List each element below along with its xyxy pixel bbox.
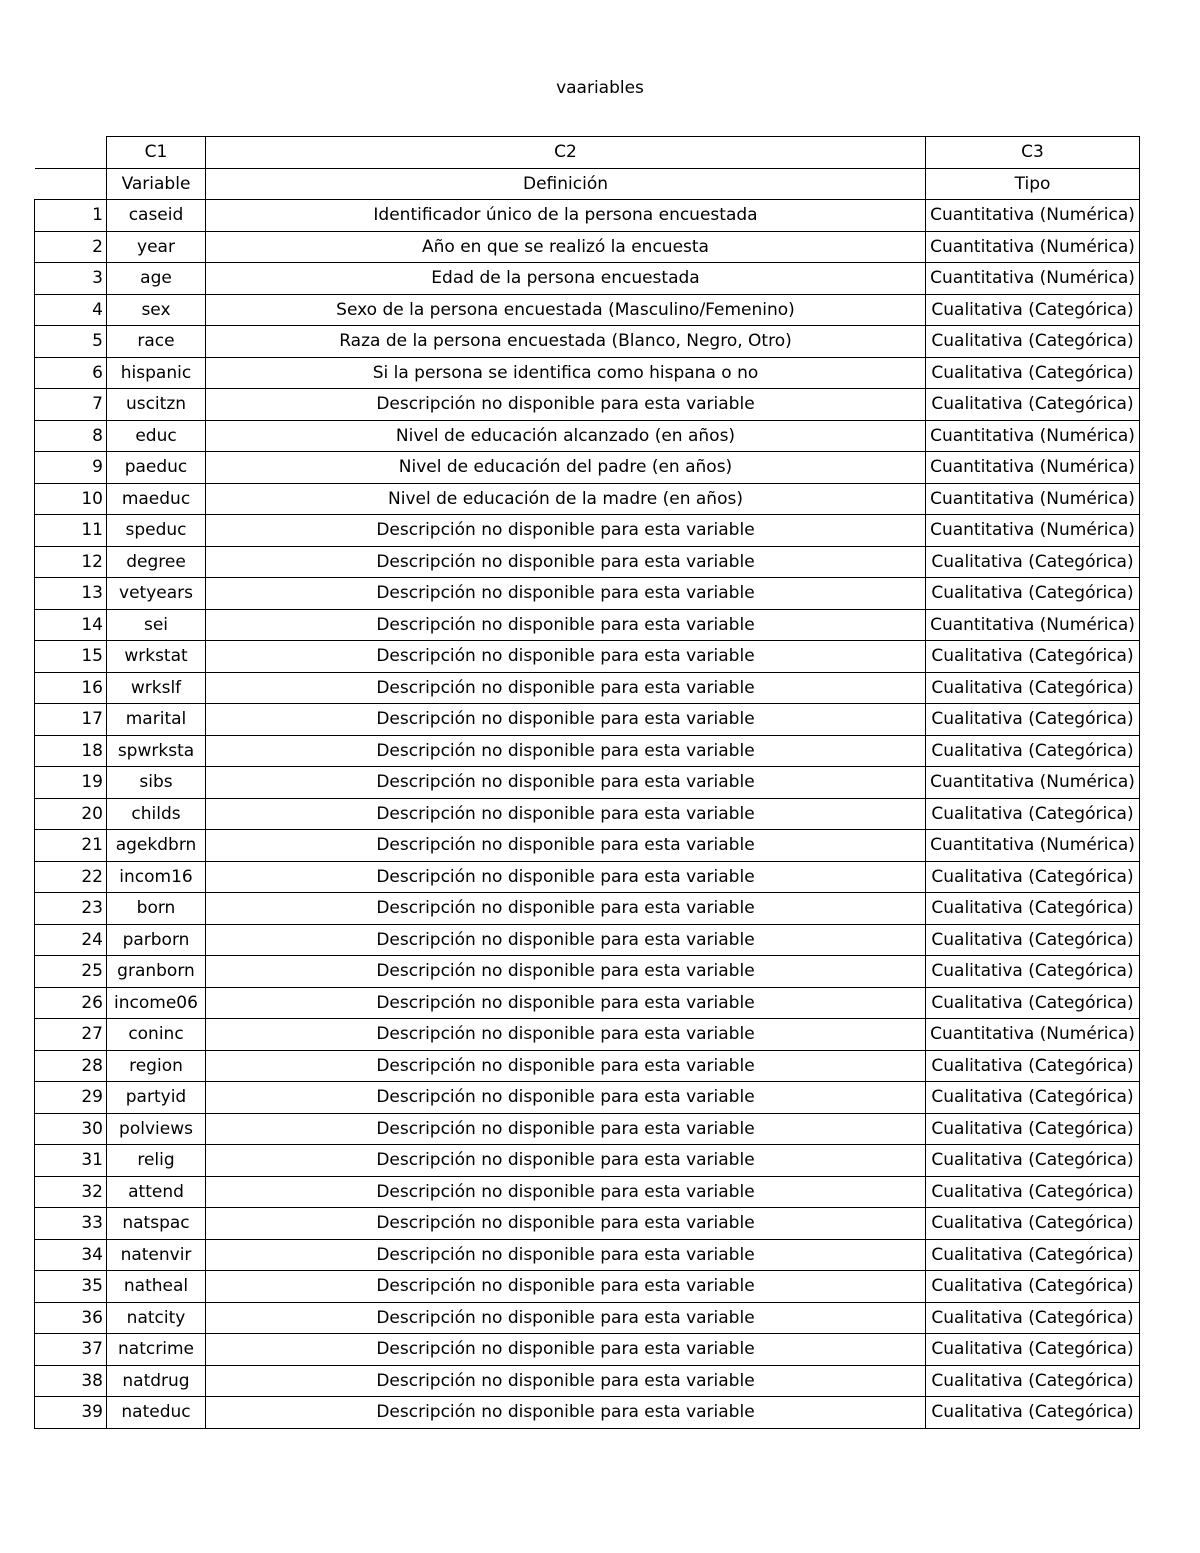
row-number: 2	[35, 231, 107, 263]
variable-cell: natdrug	[107, 1365, 206, 1397]
row-number: 37	[35, 1334, 107, 1366]
row-number: 30	[35, 1113, 107, 1145]
tipo-cell: Cualitativa (Categórica)	[926, 389, 1140, 421]
variables-table-body	[35, 137, 1140, 1429]
definicion-cell: Nivel de educación del padre (en años)	[206, 452, 926, 484]
definicion-cell: Descripción no disponible para esta variable	[206, 1239, 926, 1271]
row-number: 17	[35, 704, 107, 736]
table-row	[35, 1082, 1140, 1114]
definicion-cell: Descripción no disponible para esta variable	[206, 1334, 926, 1366]
table-row	[35, 326, 1140, 358]
variable-cell: agekdbrn	[107, 830, 206, 862]
table-row	[35, 956, 1140, 988]
row-number: 39	[35, 1397, 107, 1429]
row-number: 12	[35, 546, 107, 578]
definicion-cell: Descripción no disponible para esta variable	[206, 389, 926, 421]
table-row	[35, 735, 1140, 767]
variable-cell: spwrksta	[107, 735, 206, 767]
variable-cell: wrkslf	[107, 672, 206, 704]
table-row	[35, 767, 1140, 799]
column-name-variable: Variable	[107, 168, 206, 200]
table-row	[35, 1019, 1140, 1051]
definicion-cell: Descripción no disponible para esta variable	[206, 1302, 926, 1334]
definicion-cell: Descripción no disponible para esta variable	[206, 1113, 926, 1145]
variable-cell: polviews	[107, 1113, 206, 1145]
row-number: 18	[35, 735, 107, 767]
definicion-cell: Descripción no disponible para esta variable	[206, 1365, 926, 1397]
definicion-cell: Descripción no disponible para esta variable	[206, 987, 926, 1019]
tipo-cell: Cuantitativa (Numérica)	[926, 483, 1140, 515]
tipo-cell: Cualitativa (Categórica)	[926, 578, 1140, 610]
row-number: 25	[35, 956, 107, 988]
definicion-cell: Año en que se realizó la encuesta	[206, 231, 926, 263]
definicion-cell: Descripción no disponible para esta variable	[206, 956, 926, 988]
tipo-cell: Cualitativa (Categórica)	[926, 1271, 1140, 1303]
variable-cell: hispanic	[107, 357, 206, 389]
table-row	[35, 1050, 1140, 1082]
variable-cell: natenvir	[107, 1239, 206, 1271]
row-number: 32	[35, 1176, 107, 1208]
table-row	[35, 609, 1140, 641]
tipo-cell: Cualitativa (Categórica)	[926, 735, 1140, 767]
variable-cell: sei	[107, 609, 206, 641]
tipo-cell: Cualitativa (Categórica)	[926, 1239, 1140, 1271]
variable-cell: vetyears	[107, 578, 206, 610]
definicion-cell: Descripción no disponible para esta variable	[206, 893, 926, 925]
row-number: 11	[35, 515, 107, 547]
table-row	[35, 200, 1140, 232]
row-number: 23	[35, 893, 107, 925]
corner-cell	[35, 168, 107, 200]
variable-cell: wrkstat	[107, 641, 206, 673]
table-row	[35, 263, 1140, 295]
column-id-row	[35, 137, 1140, 169]
variables-table	[34, 136, 1140, 1429]
definicion-cell: Descripción no disponible para esta variable	[206, 609, 926, 641]
definicion-cell: Descripción no disponible para esta variable	[206, 1271, 926, 1303]
table-row	[35, 420, 1140, 452]
tipo-cell: Cualitativa (Categórica)	[926, 546, 1140, 578]
variable-cell: marital	[107, 704, 206, 736]
variable-cell: paeduc	[107, 452, 206, 484]
column-name-definicion: Definición	[206, 168, 926, 200]
column-name-row	[35, 168, 1140, 200]
definicion-cell: Descripción no disponible para esta variable	[206, 1397, 926, 1429]
row-number: 9	[35, 452, 107, 484]
table-row	[35, 452, 1140, 484]
row-number: 6	[35, 357, 107, 389]
definicion-cell: Descripción no disponible para esta variable	[206, 767, 926, 799]
table-row	[35, 1334, 1140, 1366]
tipo-cell: Cuantitativa (Numérica)	[926, 515, 1140, 547]
tipo-cell: Cualitativa (Categórica)	[926, 798, 1140, 830]
variable-cell: region	[107, 1050, 206, 1082]
tipo-cell: Cuantitativa (Numérica)	[926, 231, 1140, 263]
row-number: 14	[35, 609, 107, 641]
tipo-cell: Cuantitativa (Numérica)	[926, 452, 1140, 484]
tipo-cell: Cualitativa (Categórica)	[926, 924, 1140, 956]
row-number: 27	[35, 1019, 107, 1051]
table-row	[35, 546, 1140, 578]
row-number: 38	[35, 1365, 107, 1397]
variable-cell: educ	[107, 420, 206, 452]
row-number: 5	[35, 326, 107, 358]
table-row	[35, 830, 1140, 862]
definicion-cell: Identificador único de la persona encuestada	[206, 200, 926, 232]
variable-cell: natcrime	[107, 1334, 206, 1366]
table-row	[35, 1365, 1140, 1397]
variable-cell: race	[107, 326, 206, 358]
tipo-cell: Cuantitativa (Numérica)	[926, 263, 1140, 295]
tipo-cell: Cualitativa (Categórica)	[926, 1208, 1140, 1240]
column-name-tipo: Tipo	[926, 168, 1140, 200]
row-number: 21	[35, 830, 107, 862]
tipo-cell: Cualitativa (Categórica)	[926, 1334, 1140, 1366]
variable-cell: childs	[107, 798, 206, 830]
tipo-cell: Cuantitativa (Numérica)	[926, 767, 1140, 799]
tipo-cell: Cualitativa (Categórica)	[926, 641, 1140, 673]
definicion-cell: Descripción no disponible para esta variable	[206, 861, 926, 893]
definicion-cell: Descripción no disponible para esta variable	[206, 924, 926, 956]
variable-cell: born	[107, 893, 206, 925]
table-row	[35, 924, 1140, 956]
table-row	[35, 483, 1140, 515]
tipo-cell: Cualitativa (Categórica)	[926, 294, 1140, 326]
definicion-cell: Descripción no disponible para esta variable	[206, 578, 926, 610]
definicion-cell: Descripción no disponible para esta variable	[206, 515, 926, 547]
definicion-cell: Edad de la persona encuestada	[206, 263, 926, 295]
tipo-cell: Cualitativa (Categórica)	[926, 987, 1140, 1019]
variable-cell: incom16	[107, 861, 206, 893]
table-row	[35, 1176, 1140, 1208]
variable-cell: nateduc	[107, 1397, 206, 1429]
table-row	[35, 515, 1140, 547]
table-row	[35, 641, 1140, 673]
table-row	[35, 1397, 1140, 1429]
definicion-cell: Si la persona se identifica como hispana o no	[206, 357, 926, 389]
variable-cell: coninc	[107, 1019, 206, 1051]
row-number: 31	[35, 1145, 107, 1177]
definicion-cell: Descripción no disponible para esta variable	[206, 704, 926, 736]
row-number: 34	[35, 1239, 107, 1271]
table-row	[35, 704, 1140, 736]
tipo-cell: Cualitativa (Categórica)	[926, 1365, 1140, 1397]
definicion-cell: Descripción no disponible para esta variable	[206, 1176, 926, 1208]
row-number: 29	[35, 1082, 107, 1114]
column-id-c3: C3	[926, 137, 1140, 169]
row-number: 36	[35, 1302, 107, 1334]
tipo-cell: Cualitativa (Categórica)	[926, 1302, 1140, 1334]
definicion-cell: Descripción no disponible para esta variable	[206, 830, 926, 862]
row-number: 13	[35, 578, 107, 610]
tipo-cell: Cuantitativa (Numérica)	[926, 609, 1140, 641]
row-number: 15	[35, 641, 107, 673]
table-row	[35, 1113, 1140, 1145]
variable-cell: natcity	[107, 1302, 206, 1334]
table-row	[35, 357, 1140, 389]
variable-cell: year	[107, 231, 206, 263]
definicion-cell: Descripción no disponible para esta variable	[206, 1082, 926, 1114]
column-id-c1: C1	[107, 137, 206, 169]
tipo-cell: Cualitativa (Categórica)	[926, 326, 1140, 358]
table-row	[35, 294, 1140, 326]
tipo-cell: Cualitativa (Categórica)	[926, 1082, 1140, 1114]
corner-cell	[35, 137, 107, 169]
definicion-cell: Descripción no disponible para esta variable	[206, 798, 926, 830]
table-row	[35, 1208, 1140, 1240]
tipo-cell: Cualitativa (Categórica)	[926, 672, 1140, 704]
tipo-cell: Cualitativa (Categórica)	[926, 1176, 1140, 1208]
row-number: 35	[35, 1271, 107, 1303]
page-title: vaariables	[556, 78, 644, 98]
row-number: 33	[35, 1208, 107, 1240]
variable-cell: natheal	[107, 1271, 206, 1303]
variable-cell: parborn	[107, 924, 206, 956]
tipo-cell: Cualitativa (Categórica)	[926, 1113, 1140, 1145]
variable-cell: partyid	[107, 1082, 206, 1114]
table-row	[35, 1239, 1140, 1271]
definicion-cell: Sexo de la persona encuestada (Masculino/Femenino)	[206, 294, 926, 326]
table-row	[35, 987, 1140, 1019]
row-number: 28	[35, 1050, 107, 1082]
tipo-cell: Cualitativa (Categórica)	[926, 704, 1140, 736]
tipo-cell: Cualitativa (Categórica)	[926, 1145, 1140, 1177]
table-row	[35, 389, 1140, 421]
row-number: 4	[35, 294, 107, 326]
table-row	[35, 893, 1140, 925]
variable-cell: speduc	[107, 515, 206, 547]
definicion-cell: Descripción no disponible para esta variable	[206, 546, 926, 578]
row-number: 26	[35, 987, 107, 1019]
row-number: 24	[35, 924, 107, 956]
row-number: 10	[35, 483, 107, 515]
table-row	[35, 578, 1140, 610]
row-number: 19	[35, 767, 107, 799]
variable-cell: maeduc	[107, 483, 206, 515]
row-number: 8	[35, 420, 107, 452]
row-number: 1	[35, 200, 107, 232]
tipo-cell: Cuantitativa (Numérica)	[926, 1019, 1140, 1051]
table-row	[35, 1145, 1140, 1177]
tipo-cell: Cualitativa (Categórica)	[926, 893, 1140, 925]
definicion-cell: Nivel de educación de la madre (en años)	[206, 483, 926, 515]
variable-cell: caseid	[107, 200, 206, 232]
row-number: 22	[35, 861, 107, 893]
definicion-cell: Descripción no disponible para esta variable	[206, 1050, 926, 1082]
tipo-cell: Cualitativa (Categórica)	[926, 357, 1140, 389]
variable-cell: granborn	[107, 956, 206, 988]
definicion-cell: Descripción no disponible para esta variable	[206, 1019, 926, 1051]
row-number: 16	[35, 672, 107, 704]
definicion-cell: Descripción no disponible para esta variable	[206, 735, 926, 767]
table-row	[35, 672, 1140, 704]
row-number: 3	[35, 263, 107, 295]
row-number: 7	[35, 389, 107, 421]
tipo-cell: Cualitativa (Categórica)	[926, 956, 1140, 988]
definicion-cell: Raza de la persona encuestada (Blanco, Negro, Otro)	[206, 326, 926, 358]
definicion-cell: Descripción no disponible para esta variable	[206, 1208, 926, 1240]
tipo-cell: Cualitativa (Categórica)	[926, 861, 1140, 893]
table-row	[35, 1271, 1140, 1303]
table-row	[35, 798, 1140, 830]
tipo-cell: Cualitativa (Categórica)	[926, 1050, 1140, 1082]
tipo-cell: Cuantitativa (Numérica)	[926, 420, 1140, 452]
definicion-cell: Descripción no disponible para esta variable	[206, 641, 926, 673]
definicion-cell: Nivel de educación alcanzado (en años)	[206, 420, 926, 452]
table-row	[35, 231, 1140, 263]
variable-cell: natspac	[107, 1208, 206, 1240]
tipo-cell: Cualitativa (Categórica)	[926, 1397, 1140, 1429]
tipo-cell: Cuantitativa (Numérica)	[926, 200, 1140, 232]
table-row	[35, 861, 1140, 893]
variable-cell: relig	[107, 1145, 206, 1177]
row-number: 20	[35, 798, 107, 830]
variable-cell: sibs	[107, 767, 206, 799]
variable-cell: age	[107, 263, 206, 295]
definicion-cell: Descripción no disponible para esta variable	[206, 1145, 926, 1177]
variable-cell: uscitzn	[107, 389, 206, 421]
column-id-c2: C2	[206, 137, 926, 169]
variable-cell: degree	[107, 546, 206, 578]
variable-cell: income06	[107, 987, 206, 1019]
tipo-cell: Cuantitativa (Numérica)	[926, 830, 1140, 862]
table-row	[35, 1302, 1140, 1334]
definicion-cell: Descripción no disponible para esta variable	[206, 672, 926, 704]
variable-cell: sex	[107, 294, 206, 326]
variable-cell: attend	[107, 1176, 206, 1208]
